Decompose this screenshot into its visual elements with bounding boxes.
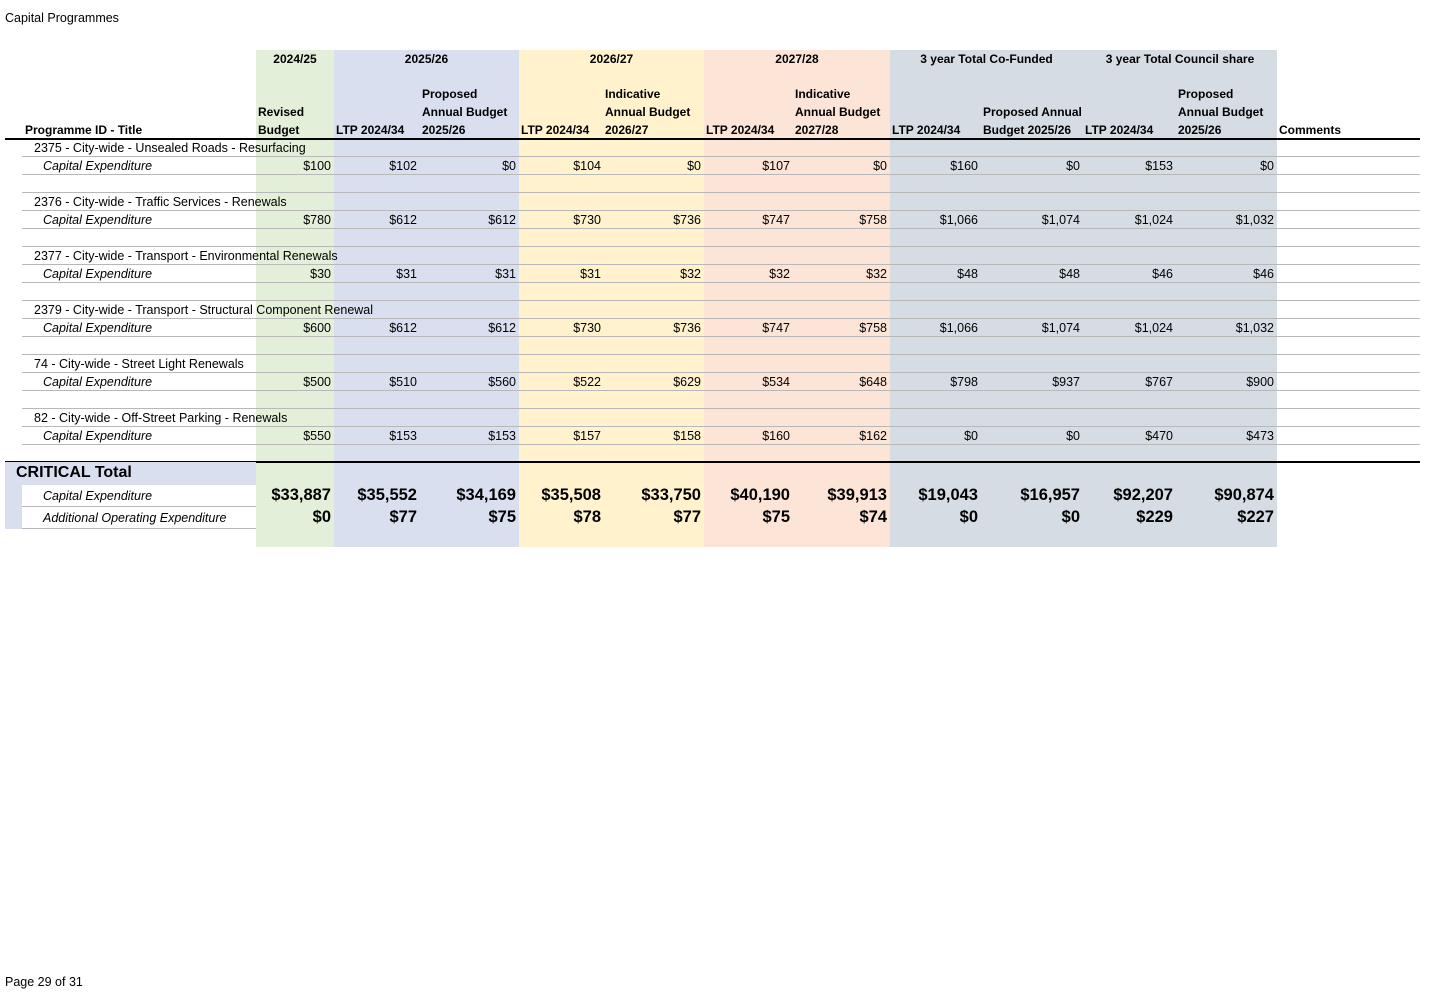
- programme-row-label: Capital Expenditure: [43, 321, 153, 335]
- group-label-cofunded: 3 year Total Co-Funded: [920, 52, 1053, 66]
- programme-title: 2376 - City-wide - Traffic Services - Renewals: [34, 195, 287, 209]
- total-opex-value: $77: [389, 508, 417, 526]
- total-capex-value: $33,750: [641, 486, 701, 504]
- programme-value: $107: [762, 159, 790, 173]
- programme-value: $32: [769, 267, 790, 281]
- comments-header: Comments: [1279, 123, 1342, 137]
- group-label-2027-28: 2027/28: [775, 52, 819, 66]
- programme-value: $534: [762, 375, 790, 389]
- programme-value: $510: [389, 375, 417, 389]
- total-row-label-opex: Additional Operating Expenditure: [43, 511, 227, 525]
- programme-value: $612: [389, 213, 417, 227]
- programme-header: Programme ID - Title: [25, 123, 143, 137]
- programme-value: $1,066: [939, 213, 978, 227]
- column-subheader: Annual Budget: [605, 105, 691, 119]
- programme-value: $0: [964, 429, 978, 443]
- programme-value: $612: [488, 321, 516, 335]
- programme-value: $648: [859, 375, 887, 389]
- total-title: CRITICAL Total: [16, 464, 132, 481]
- programme-title: 2379 - City-wide - Transport - Structural Component Renewal: [34, 303, 374, 317]
- programme-title: 2377 - City-wide - Transport - Environmental Renewals: [34, 249, 338, 263]
- total-opex-value: $75: [488, 508, 516, 526]
- programme-value: $158: [673, 429, 701, 443]
- column-subheader: LTP 2024/34: [1085, 123, 1154, 137]
- programme-value: $550: [303, 429, 331, 443]
- column-subheader: Annual Budget: [795, 105, 881, 119]
- column-subheader: Budget 2025/26: [983, 123, 1072, 137]
- programme-value: $0: [1260, 159, 1274, 173]
- programme-value: $48: [1059, 267, 1080, 281]
- group-label-2026-27: 2026/27: [589, 52, 634, 66]
- total-opex-value: $0: [959, 508, 978, 526]
- programme-value: $758: [859, 321, 887, 335]
- programme-row-label: Capital Expenditure: [43, 267, 153, 281]
- total-opex-value: $227: [1237, 508, 1274, 526]
- programme-value: $102: [389, 159, 417, 173]
- programme-value: $153: [389, 429, 417, 443]
- programme-value: $0: [873, 159, 887, 173]
- total-opex-value: $75: [762, 508, 790, 526]
- programme-value: $0: [1066, 159, 1080, 173]
- programme-value: $153: [488, 429, 516, 443]
- total-opex-value: $0: [312, 508, 331, 526]
- programme-value: $1,074: [1041, 321, 1080, 335]
- column-subheader: 2026/27: [605, 123, 649, 137]
- programme-value: $747: [762, 321, 790, 335]
- column-subheader: Proposed Annual: [983, 105, 1082, 119]
- total-capex-value: $39,913: [827, 486, 887, 504]
- column-subheader: Proposed: [1178, 87, 1234, 101]
- total-capex-value: $90,874: [1214, 486, 1274, 504]
- programme-value: $612: [389, 321, 417, 335]
- programme-value: $0: [687, 159, 701, 173]
- total-capex-value: $33,887: [271, 486, 331, 504]
- total-opex-value: $77: [673, 508, 701, 526]
- total-capex-value: $92,207: [1113, 486, 1173, 504]
- programme-value: $100: [303, 159, 331, 173]
- column-subheader: Annual Budget: [422, 105, 508, 119]
- column-subheader: Annual Budget: [1178, 105, 1264, 119]
- programme-title: 82 - City-wide - Off-Street Parking - Renewals: [34, 411, 288, 425]
- page-footer: Page 29 of 31: [5, 975, 83, 989]
- programme-value: $758: [859, 213, 887, 227]
- programme-value: $162: [859, 429, 887, 443]
- programme-value: $31: [396, 267, 417, 281]
- column-subheader: Indicative: [605, 87, 661, 101]
- programme-value: $1,032: [1235, 213, 1274, 227]
- total-capex-value: $19,043: [918, 486, 978, 504]
- total-opex-value: $78: [573, 508, 601, 526]
- programme-value: $560: [488, 375, 516, 389]
- programme-value: $473: [1246, 429, 1274, 443]
- programme-value: $1,066: [939, 321, 978, 335]
- programme-value: $730: [573, 321, 601, 335]
- column-subheader: LTP 2024/34: [706, 123, 775, 137]
- column-subheader: Proposed: [422, 87, 478, 101]
- programme-value: $160: [762, 429, 790, 443]
- programme-value: $500: [303, 375, 331, 389]
- programme-title: 74 - City-wide - Street Light Renewals: [34, 357, 244, 371]
- programme-value: $937: [1052, 375, 1080, 389]
- programme-value: $1,024: [1134, 321, 1173, 335]
- programme-value: $730: [573, 213, 601, 227]
- programme-value: $522: [573, 375, 601, 389]
- programme-value: $32: [680, 267, 701, 281]
- programme-value: $1,074: [1041, 213, 1080, 227]
- programme-value: $48: [957, 267, 978, 281]
- programme-value: $629: [673, 375, 701, 389]
- column-subheader: LTP 2024/34: [892, 123, 961, 137]
- programme-value: $31: [495, 267, 516, 281]
- programme-value: $46: [1253, 267, 1274, 281]
- total-capex-value: $35,508: [541, 486, 601, 504]
- programme-value: $160: [950, 159, 978, 173]
- programme-value: $0: [1066, 429, 1080, 443]
- total-opex-value: $0: [1061, 508, 1080, 526]
- programme-value: $0: [502, 159, 516, 173]
- programme-value: $153: [1145, 159, 1173, 173]
- programme-value: $31: [580, 267, 601, 281]
- programme-value: $612: [488, 213, 516, 227]
- programme-row-label: Capital Expenditure: [43, 159, 153, 173]
- column-subheader: 2025/26: [1178, 123, 1222, 137]
- programme-value: $736: [673, 213, 701, 227]
- group-label-2025-26: 2025/26: [404, 52, 449, 66]
- programme-value: $747: [762, 213, 790, 227]
- programme-row-label: Capital Expenditure: [43, 429, 153, 443]
- programme-value: $470: [1145, 429, 1173, 443]
- programme-value: $1,024: [1134, 213, 1173, 227]
- total-capex-value: $34,169: [456, 486, 516, 504]
- programme-value: $104: [573, 159, 601, 173]
- column-subheader: LTP 2024/34: [336, 123, 405, 137]
- total-opex-value: $229: [1136, 508, 1173, 526]
- column-subheader: Indicative: [795, 87, 851, 101]
- programme-row-label: Capital Expenditure: [43, 375, 153, 389]
- total-capex-value: $40,190: [730, 486, 790, 504]
- programme-value: $30: [310, 267, 331, 281]
- total-capex-value: $35,552: [357, 486, 417, 504]
- page-header: Capital Programmes: [5, 11, 119, 25]
- programme-value: $157: [573, 429, 601, 443]
- group-label-2024-25: 2024/25: [273, 52, 317, 66]
- column-subheader: 2025/26: [422, 123, 466, 137]
- column-subheader: Revised: [258, 105, 305, 119]
- total-opex-value: $74: [859, 508, 887, 526]
- column-subheader: 2027/28: [795, 123, 839, 137]
- programme-value: $780: [303, 213, 331, 227]
- group-label-council-share: 3 year Total Council share: [1105, 52, 1255, 66]
- programme-value: $32: [866, 267, 887, 281]
- column-subheader: Budget: [258, 123, 300, 137]
- programme-title: 2375 - City-wide - Unsealed Roads - Resurfacing: [34, 141, 306, 155]
- total-row-label-capex: Capital Expenditure: [43, 489, 153, 503]
- programme-value: $767: [1145, 375, 1173, 389]
- programme-value: $736: [673, 321, 701, 335]
- programme-value: $1,032: [1235, 321, 1274, 335]
- programme-value: $900: [1246, 375, 1274, 389]
- programme-value: $46: [1152, 267, 1173, 281]
- total-capex-value: $16,957: [1020, 486, 1080, 504]
- programme-value: $600: [303, 321, 331, 335]
- programme-row-label: Capital Expenditure: [43, 213, 153, 227]
- programme-value: $798: [950, 375, 978, 389]
- column-subheader: LTP 2024/34: [521, 123, 590, 137]
